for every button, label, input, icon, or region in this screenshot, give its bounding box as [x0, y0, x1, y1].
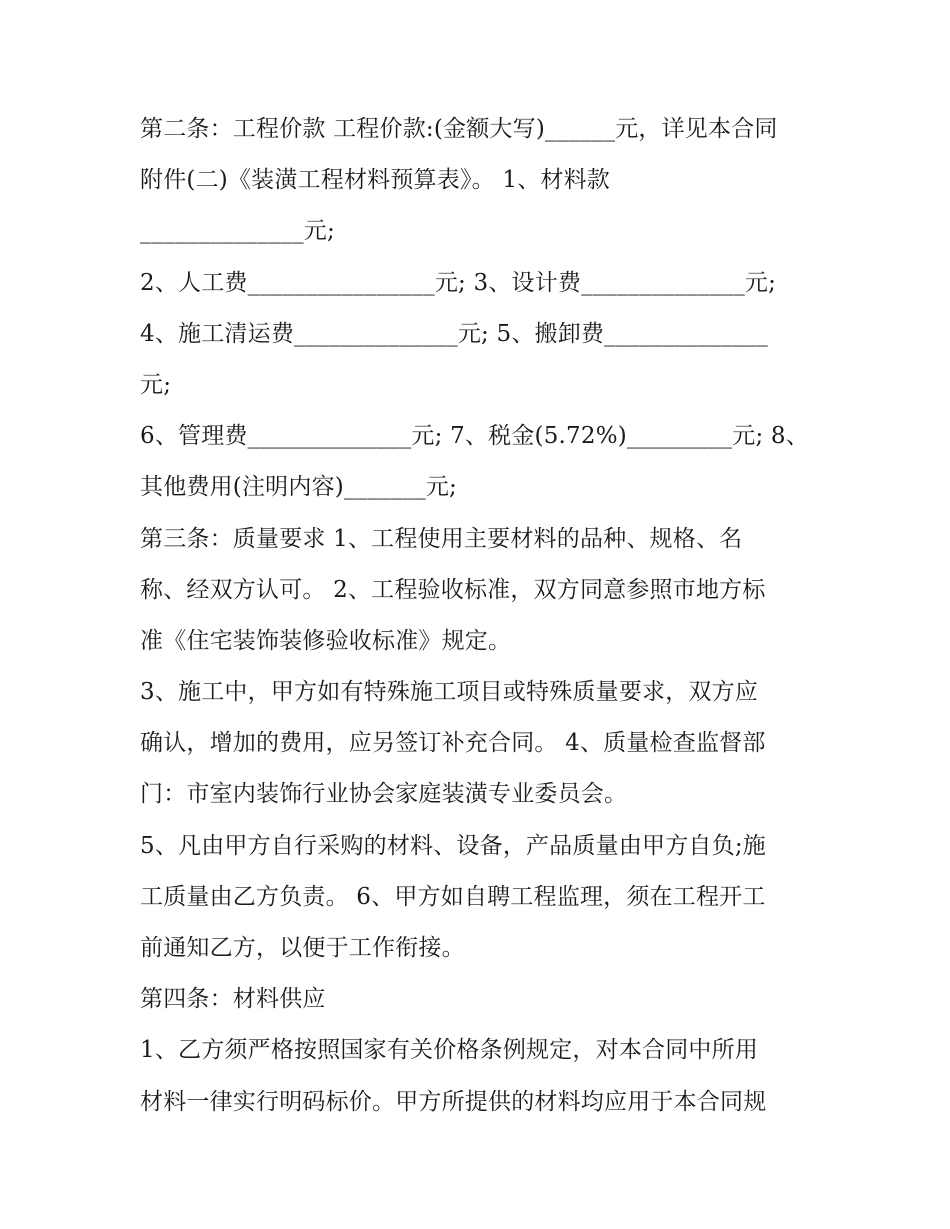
- text-line: 门：市室内装饰行业协会家庭装潢专业委员会。: [140, 781, 628, 808]
- text-line: 1、乙方须严格按照国家有关价格条例规定，对本合同中所用: [140, 1037, 759, 1064]
- text-line: 第三条：质量要求 1、工程使用主要材料的品种、规格、名: [140, 525, 743, 552]
- document-body: [140, 104, 820, 1128]
- text-line: 材料一律实行明码标价。甲方所提供的材料均应用于本合同规: [140, 1088, 767, 1115]
- text-line: 准《住宅装饰装修验收标准》规定。: [140, 627, 512, 654]
- text-line: 确认，增加的费用，应另签订补充合同。 4、质量检查监督部: [140, 730, 766, 757]
- text-line: 第二条：工程价款 工程价款:(金额大写)______元，详见本合同: [140, 116, 778, 142]
- text-line: 前通知乙方，以便于工作衔接。: [140, 935, 465, 961]
- text-line: 其他费用(注明内容)_______元;: [140, 474, 457, 501]
- text-line: 称、经双方认可。 2、工程验收标准，双方同意参照市地方标: [140, 576, 766, 603]
- text-line: 4、施工清运费______________元; 5、搬卸费______________: [140, 320, 768, 347]
- text-line: 第四条：材料供应: [140, 986, 326, 1013]
- text-line: 工质量由乙方负责。 6、甲方如自聘工程监理，须在工程开工: [140, 883, 766, 910]
- text-line: 6、管理费______________元; 7、税金(5.72%)_________元; 8、: [140, 423, 809, 450]
- text-line: ______________元;: [140, 218, 335, 245]
- text-line: 5、凡由甲方自行采购的材料、设备，产品质量由甲方自负;施: [140, 832, 766, 859]
- text-line: 3、施工中，甲方如有特殊施工项目或特殊质量要求，双方应: [140, 679, 759, 706]
- text-line: 2、人工费________________元; 3、设计费______________元;: [140, 269, 777, 296]
- text-line: 附件(二)《装潢工程材料预算表》。 1、材料款: [140, 167, 610, 194]
- text-line: 元;: [140, 371, 172, 398]
